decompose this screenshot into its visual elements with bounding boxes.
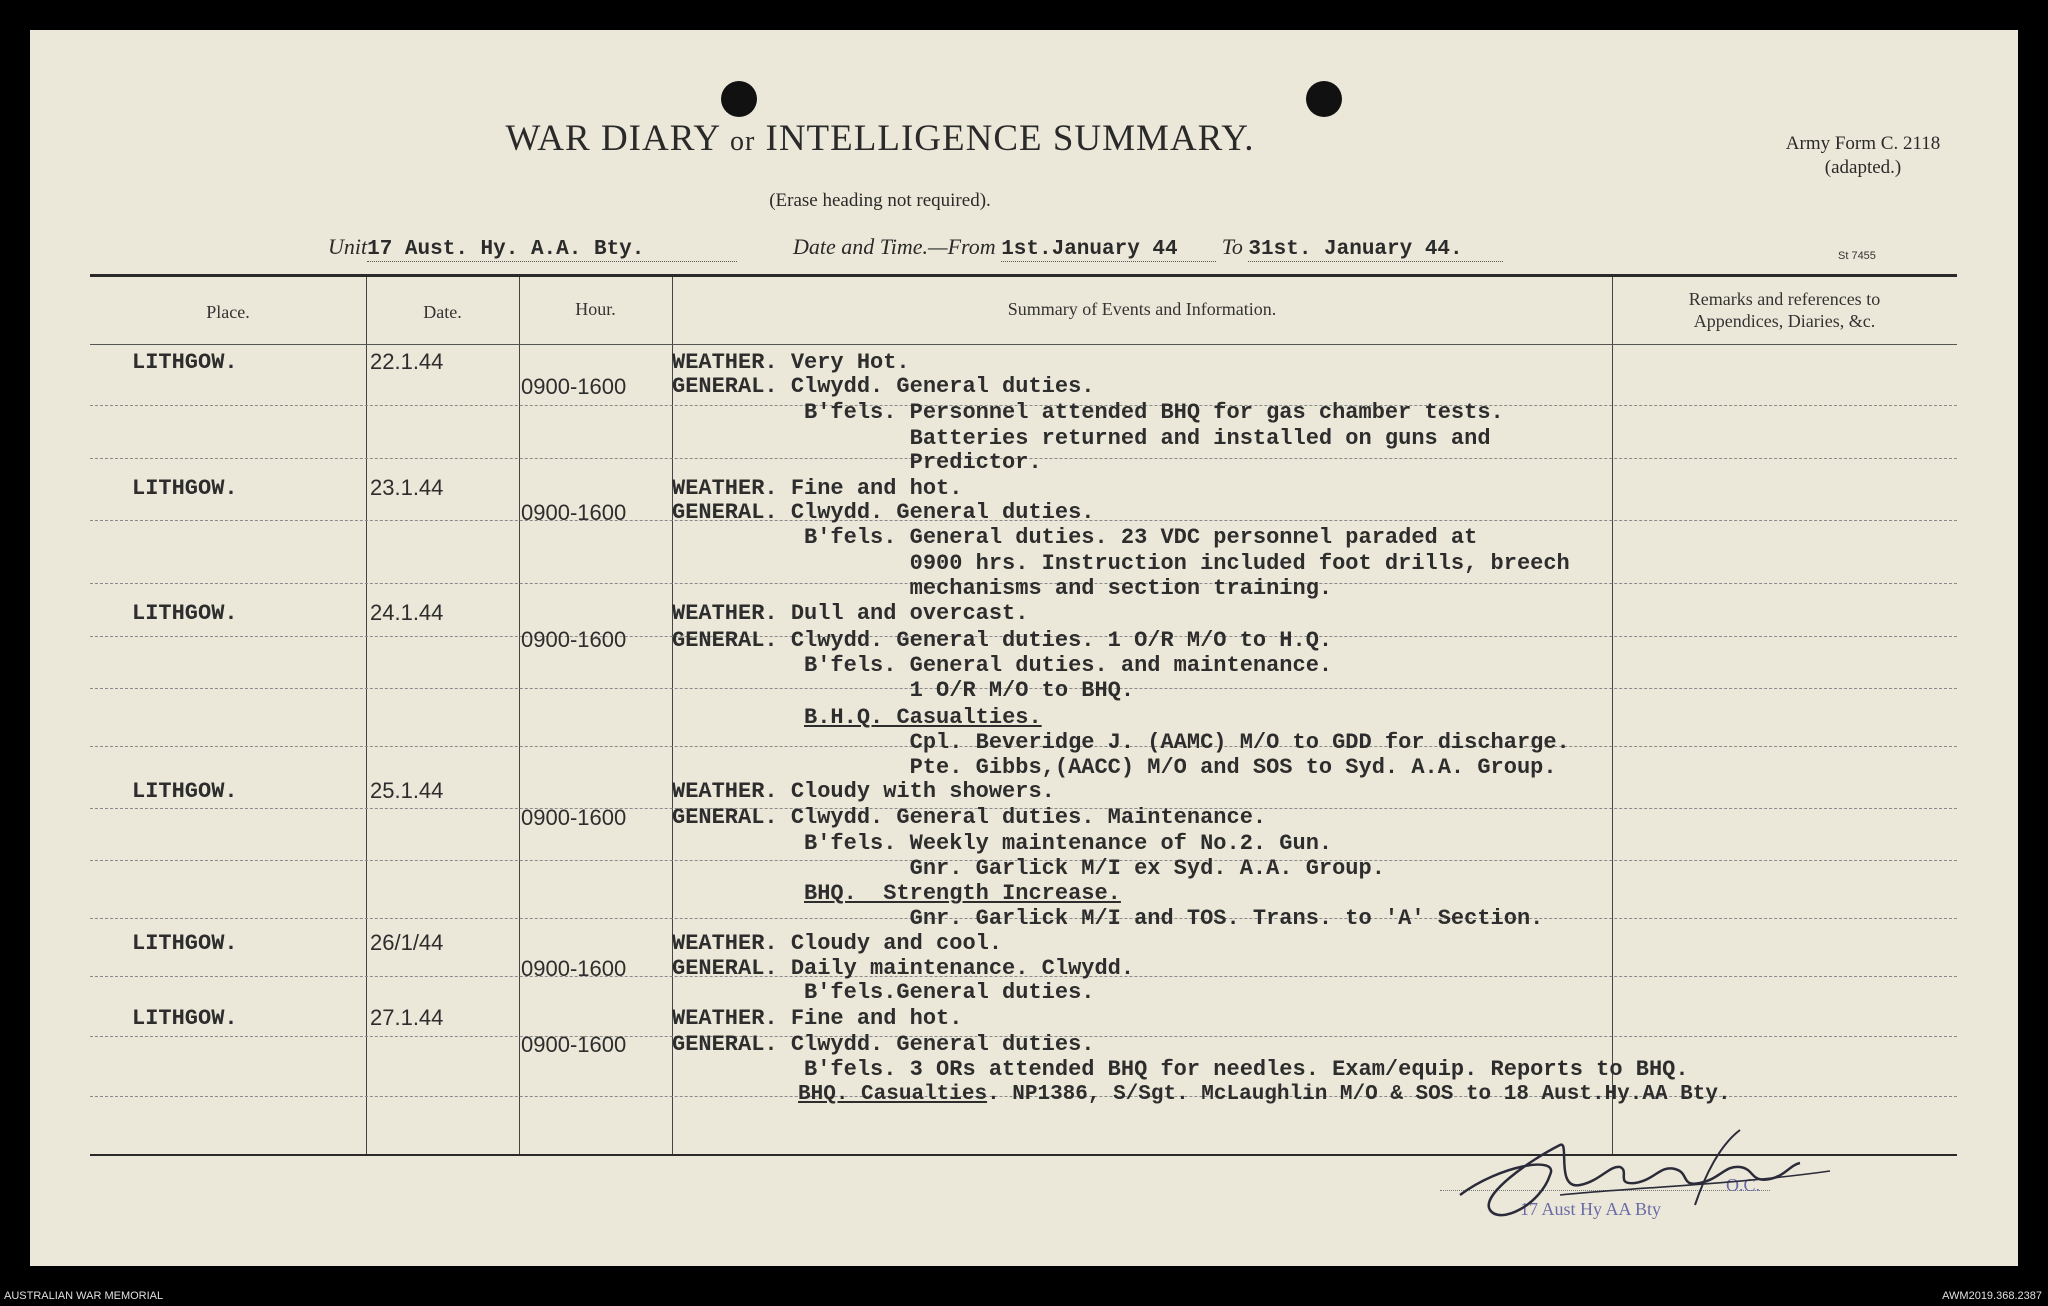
entry-line: Gnr. Garlick M/I and TOS. Trans. to 'A' Section. (672, 906, 1544, 931)
entry-line: B'fels. General duties. and maintenance. (672, 653, 1333, 678)
entry-place: LITHGOW. (132, 350, 238, 375)
entry-place: LITHGOW. (132, 779, 238, 804)
punch-hole-right (1306, 81, 1342, 117)
table-top-rule (90, 274, 1957, 277)
entry-line: Gnr. Garlick M/I ex Syd. A.A. Group. (672, 856, 1385, 881)
entry-line: mechanisms and section training. (672, 576, 1333, 601)
column-header-hour: Hour. (575, 299, 616, 319)
column-divider (519, 277, 520, 1154)
entry-general: GENERAL. Clwydd. General duties. (672, 500, 1095, 525)
entry-line: B'fels. Personnel attended BHQ for gas chamber tests. (672, 400, 1504, 425)
entry-line: B'fels. General duties. 23 VDC personnel paraded at (672, 525, 1478, 550)
entry-line: BHQ. Casualties. NP1386, S/Sgt. McLaughlin M/O & SOS to 18 Aust.Hy.AA Bty. (798, 1083, 1731, 1106)
entry-line: B'fels. Weekly maintenance of No.2. Gun. (672, 831, 1333, 856)
oc-label: O.C. (1726, 1175, 1761, 1195)
entry-general: GENERAL. Daily maintenance. Clwydd. (672, 956, 1135, 981)
entry-date: 24.1.44 (370, 600, 444, 625)
header-rule (90, 344, 1957, 345)
entry-date: 26/1/44 (370, 930, 444, 955)
column-header-remarks: Remarks and references to Appendices, Diaries, &c. (1688, 289, 1881, 331)
entry-weather: WEATHER. Fine and hot. (672, 1006, 963, 1031)
army-form-number: Army Form C. 2118 (adapted.) (1785, 133, 1941, 178)
column-header-summary: Summary of Events and Information. (1007, 299, 1277, 319)
entry-general: GENERAL. Clwydd. General duties. (672, 1032, 1095, 1057)
date-from: 1st.January 44 (1001, 238, 1216, 262)
entry-hour: 0900-1600 (521, 627, 627, 652)
entry-weather: WEATHER. Fine and hot. (672, 476, 963, 501)
entry-place: LITHGOW. (132, 931, 238, 956)
punch-hole-left (721, 81, 757, 117)
form-subtitle: (Erase heading not required). (769, 190, 991, 211)
entry-line: Pte. Gibbs,(AACC) M/O and SOS to Syd. A.A. Group. (672, 755, 1557, 780)
entry-general: GENERAL. Clwydd. General duties. 1 O/R M/O to H.Q. (672, 628, 1333, 653)
column-header-date: Date. (423, 302, 462, 322)
date-range-line: Date and Time.—From 1st.January 44 To 31st. January 44. (793, 234, 1503, 262)
entry-date: 22.1.44 (370, 349, 444, 374)
entry-line: B'fels. 3 ORs attended BHQ for needles. Exam/equip. Reports to BHQ. (672, 1057, 1689, 1082)
entry-place: LITHGOW. (132, 1006, 238, 1031)
column-divider (1612, 277, 1613, 1154)
entry-weather: WEATHER. Very Hot. (672, 350, 910, 375)
entry-weather: WEATHER. Cloudy and cool. (672, 931, 1003, 956)
entry-line: B'fels.General duties. (672, 980, 1095, 1005)
handwritten-signature (1440, 1105, 1840, 1235)
entry-hour: 0900-1600 (521, 374, 627, 399)
entry-subheading: B.H.Q. Casualties. (804, 705, 1042, 730)
entry-hour: 0900-1600 (521, 1032, 627, 1057)
entry-weather: WEATHER. Cloudy with showers. (672, 779, 1055, 804)
entry-place: LITHGOW. (132, 476, 238, 501)
entry-hour: 0900-1600 (521, 805, 627, 830)
entry-line: Predictor. (672, 450, 1042, 475)
entry-line: Batteries returned and installed on guns and (672, 426, 1491, 451)
column-header-place: Place. (206, 302, 250, 322)
entry-place: LITHGOW. (132, 601, 238, 626)
stock-number: St 7455 (1838, 250, 1876, 262)
entry-general: GENERAL. Clwydd. General duties. Maintenance. (672, 805, 1267, 830)
entry-weather: WEATHER. Dull and overcast. (672, 601, 1029, 626)
entry-line: 0900 hrs. Instruction included foot drills, breech (672, 551, 1570, 576)
unit-line: Unit17 Aust. Hy. A.A. Bty. (328, 234, 737, 262)
entry-general: GENERAL. Clwydd. General duties. (672, 374, 1095, 399)
unit-value: 17 Aust. Hy. A.A. Bty. (367, 238, 737, 262)
form-title: WAR DIARY or INTELLIGENCE SUMMARY. (505, 118, 1255, 159)
entry-hour: 0900-1600 (521, 500, 627, 525)
entry-date: 25.1.44 (370, 778, 444, 803)
unit-stamp: 17 Aust Hy AA Bty (1520, 1199, 1662, 1219)
entry-date: 27.1.44 (370, 1005, 444, 1030)
entry-line: Cpl. Beveridge J. (AAMC) M/O to GDD for discharge. (672, 730, 1570, 755)
footer-institution: AUSTRALIAN WAR MEMORIAL (4, 1290, 164, 1302)
date-to: 31st. January 44. (1248, 238, 1503, 262)
footer-accession: AWM2019.368.2387 (1942, 1290, 2042, 1302)
column-divider (366, 277, 367, 1154)
entry-date: 23.1.44 (370, 475, 444, 500)
entry-hour: 0900-1600 (521, 956, 627, 981)
entry-line: 1 O/R M/O to BHQ. (672, 678, 1135, 703)
entry-subheading: BHQ. Strength Increase. (804, 881, 1121, 906)
